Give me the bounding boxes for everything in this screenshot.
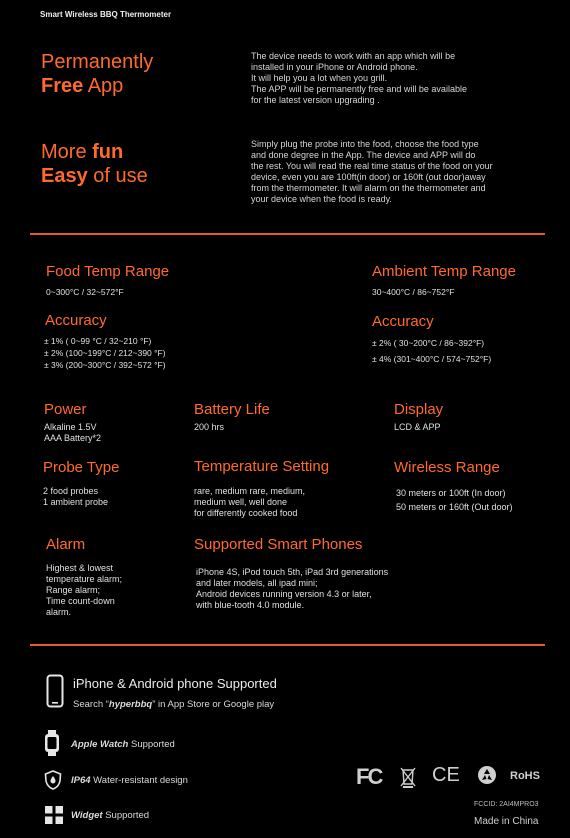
ce-mark: CE [432, 764, 460, 786]
phone-icon [46, 674, 64, 708]
app-desc-line: for the latest version upgrading . [251, 95, 380, 105]
wireless-values [396, 486, 513, 514]
accuracy-food-list [44, 335, 166, 371]
divider-top [30, 233, 545, 235]
alarm-title: Alarm [46, 536, 86, 553]
food-temp-title: Food Temp Range [46, 263, 170, 280]
widget-icon [44, 805, 64, 825]
ip-rest: Water-resistant design [90, 775, 188, 786]
made-in-text: Made in China [474, 816, 539, 827]
accuracy-food-line: ± 1% ( 0~99 °C / 32~210 °F) [44, 336, 152, 346]
phones-title: Supported Smart Phones [194, 536, 363, 553]
fun-heading-line1 [41, 140, 148, 164]
app-heading-line2 [41, 74, 153, 98]
watch-support [71, 739, 175, 750]
fun-heading-rest: of use [87, 165, 148, 187]
ip-bold: IP64 [71, 775, 91, 786]
fun-desc-line: your device when the food is ready. [251, 194, 392, 204]
watch-bold: Apple Watch [71, 739, 129, 750]
accuracy-food-line: ± 3% (200~300°C / 392~572 °F) [44, 360, 166, 370]
phones-line: and later models, all ipad mini; [196, 578, 318, 588]
power-line: Alkaline 1.5V [44, 422, 97, 432]
alarm-values [46, 563, 122, 618]
fun-heading-bold: fun [92, 141, 124, 163]
probe-title: Probe Type [43, 459, 120, 476]
fun-desc-line: Simply plug the probe into the food, choose the food type [251, 139, 479, 149]
phones-values [196, 567, 388, 611]
fun-heading-line2 [41, 164, 148, 188]
app-desc-line: It will help you a lot when you grill. [251, 73, 388, 83]
widget-bold: Widget [71, 810, 103, 821]
probe-values [43, 486, 108, 508]
alarm-line: Range alarm; [46, 585, 101, 595]
fun-heading-easy: Easy [41, 165, 88, 187]
search-prefix: Search “ [73, 699, 109, 710]
temp-setting-line: rare, medium rare, medium, [194, 486, 306, 496]
search-term: hyperbbq [108, 699, 153, 710]
wireless-title: Wireless Range [394, 459, 500, 476]
phones-line: with blue-tooth 4.0 module. [196, 600, 305, 610]
weee-bin-icon [400, 766, 416, 788]
app-heading-rest: App [83, 75, 124, 97]
rohs-mark: RoHS [510, 770, 540, 782]
divider-bottom [30, 644, 545, 646]
fun-desc-line: from the thermometer. It will alarm on the thermometer and [251, 183, 486, 193]
watch-icon [44, 730, 60, 756]
power-title: Power [44, 401, 87, 418]
wireless-line: 30 meters or 100ft (In door) [396, 488, 506, 498]
app-heading-line1: Permanently [41, 51, 154, 73]
ambient-temp-title: Ambient Temp Range [372, 263, 516, 280]
fun-desc-line: the rest. You will read the real time status of the food on your [251, 161, 493, 171]
app-heading-bold: Free [41, 75, 84, 97]
page-header: Smart Wireless BBQ Thermometer [40, 10, 172, 19]
accuracy-ambient-list [372, 335, 491, 367]
temp-setting-values [194, 486, 305, 519]
battery-title: Battery Life [194, 401, 270, 418]
phones-line: Android devices running version 4.3 or later, [196, 589, 372, 599]
search-hint [73, 699, 274, 710]
alarm-line: Highest & lowest [46, 563, 114, 573]
alarm-line: alarm. [46, 607, 72, 617]
phones-line: iPhone 4S, iPod touch 5th, iPad 3rd generations [196, 567, 389, 577]
display-value: LCD & APP [394, 422, 441, 432]
app-heading [41, 50, 153, 98]
accuracy-ambient-title: Accuracy [372, 313, 434, 330]
temp-setting-title: Temperature Setting [194, 458, 330, 475]
recycle-icon [477, 765, 497, 785]
app-desc-line: The APP will be permanently free and will be available [251, 84, 467, 94]
search-suffix: ” in App Store or Google play [152, 699, 275, 710]
ip-rating [71, 775, 188, 786]
power-line: AAA Battery*2 [44, 433, 102, 443]
fun-description [251, 139, 541, 205]
probe-line: 2 food probes [43, 486, 99, 496]
temp-setting-line: for differently cooked food [194, 508, 298, 518]
fun-heading-more: More [41, 141, 93, 163]
accuracy-food-line: ± 2% (100~199°C / 212~390 °F) [44, 348, 166, 358]
phone-support-title: iPhone & Android phone Supported [73, 676, 277, 691]
app-desc-line: The device needs to work with an app which will be [251, 51, 456, 61]
display-title: Display [394, 401, 444, 418]
probe-line: 1 ambient probe [43, 497, 109, 507]
accuracy-ambient-line: ± 4% (301~400°C / 574~752°F) [372, 354, 492, 364]
power-values [44, 422, 101, 444]
widget-rest: Supported [102, 810, 150, 821]
fun-desc-line: device, even you are 100ft(in door) or 160ft (out door)away [251, 172, 486, 182]
app-description [251, 51, 531, 106]
wireless-line: 50 meters or 160ft (Out door) [396, 502, 513, 512]
alarm-line: Time count-down [46, 596, 115, 606]
fun-desc-line: and done degree in the App. The device and APP will do [251, 150, 476, 160]
food-temp-value: 0~300°C / 32~572°F [46, 287, 124, 297]
shield-icon [44, 770, 62, 790]
fun-heading [41, 140, 148, 188]
battery-value: 200 hrs [194, 422, 225, 432]
accuracy-food-title: Accuracy [45, 312, 107, 329]
app-desc-line: installed in your iPhone or Android phone. [251, 62, 418, 72]
ambient-temp-value: 30~400°C / 86~752°F [372, 287, 455, 297]
fcc-logo: FC [356, 764, 382, 789]
widget-support [71, 810, 149, 821]
fccid-text: FCCID: 2AI4MPRO3 [474, 801, 539, 808]
alarm-line: temperature alarm; [46, 574, 123, 584]
temp-setting-line: medium well, well done [194, 497, 288, 507]
accuracy-ambient-line: ± 2% ( 30~200°C / 86~392°F) [372, 338, 485, 348]
watch-rest: Supported [128, 739, 175, 750]
